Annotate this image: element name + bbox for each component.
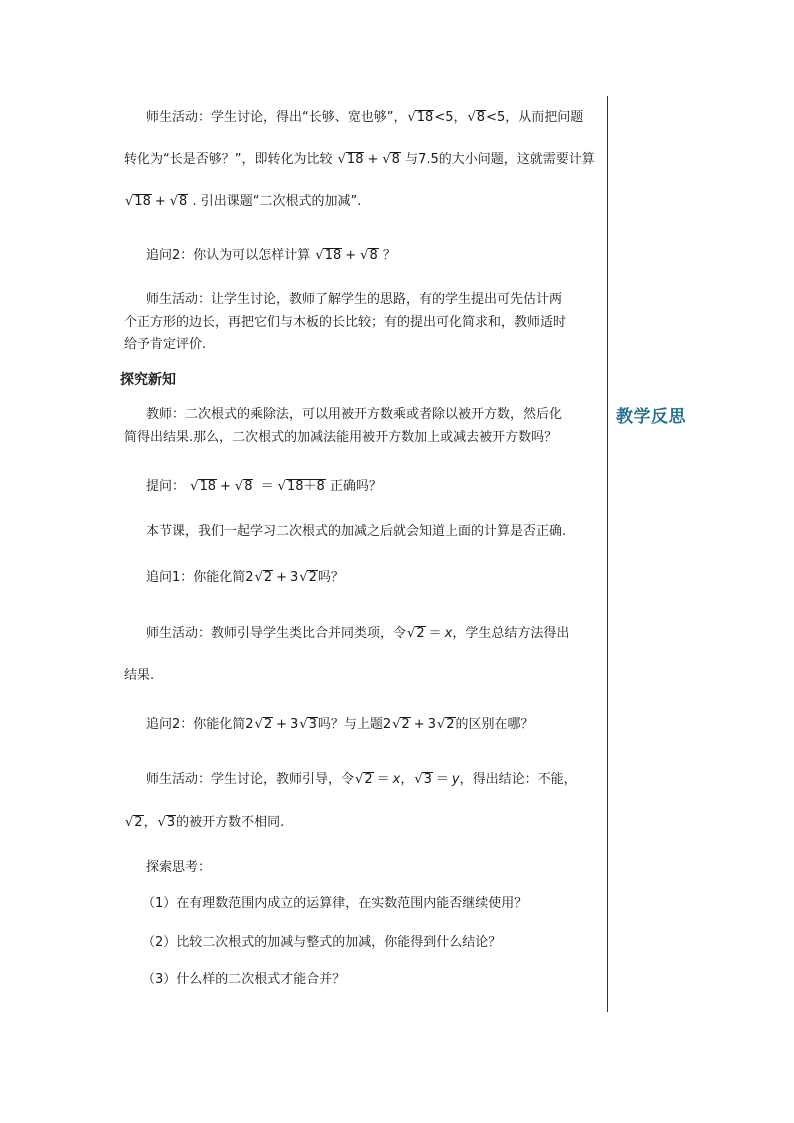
sqrt-3: √ 3 — [422, 772, 433, 787]
sqrt-2: √ 2 — [363, 772, 374, 787]
sqrt-8: √ 8 — [368, 248, 379, 263]
activity-2-line-3: 给予肯定评价. — [124, 337, 207, 352]
activity-2-line-2: 个正方形的边长，再把它们与木板的长比较；有的提出可化简求和，教师适时 — [124, 315, 567, 330]
teacher-line-2: 简得出结果.那么，二次根式的加减法能用被开方数加上或减去被开方数吗？ — [124, 430, 558, 445]
activity-4-line-1: 师生活动：学生讨论，教师引导，令√ 2 ＝ x，√ 3 ＝ y，得出结论：不能， — [146, 770, 577, 790]
sqrt-2: √ 2 — [133, 815, 144, 830]
follow-up-question-2b: 追问2：你能化简2√ 2 + 3√ 3吗？与上题2√ 2 + 3√ 2的区别在哪？ — [146, 715, 534, 735]
sqrt-2: √ 2 — [400, 717, 411, 732]
activity-3-line-2: 结果. — [124, 668, 155, 683]
lesson-line: 本节课，我们一起学习二次根式的加减之后就会知道上面的计算是否正确. — [146, 524, 567, 539]
sqrt-18: √ 18 — [346, 152, 365, 167]
sqrt-3: √ 3 — [166, 815, 177, 830]
think-item-1: （1）在有理数范围内成立的运算律，在实数范围内能否继续使用？ — [142, 896, 528, 911]
sqrt-2: √ 2 — [307, 570, 318, 585]
sqrt-18-plus-8: √ 18＋8 — [286, 479, 326, 494]
section-heading: 探究新知 — [120, 372, 176, 388]
think-item-2: （2）比较二次根式的加减与整式的加减，你能得到什么结论？ — [142, 935, 502, 950]
activity-3-line-1: 师生活动：教师引导学生类比合并同类项，令√ 2 ＝ x，学生总结方法得出 — [146, 624, 569, 644]
column-divider — [607, 96, 608, 1012]
think-item-3: （3）什么样的二次根式才能合并？ — [142, 972, 346, 987]
sqrt-8: √ 8 — [178, 194, 189, 209]
activity-line-2: 转化为“长是否够？”，即转化为比较 √ 18 +√ 8 与7.5的大小问题，这就需要计算 — [124, 150, 595, 170]
sqrt-18: √ 18 — [415, 110, 434, 125]
think-title: 探索思考： — [146, 860, 212, 875]
activity-line-1: 师生活动：学生讨论，得出“长够、宽也够”，√ 18<5，√ 8<5，从而把问题 — [146, 108, 583, 128]
sqrt-2: √ 2 — [415, 626, 426, 641]
reflection-title: 教学反思 — [616, 407, 686, 427]
sqrt-8: √ 8 — [390, 152, 401, 167]
sqrt-8: √ 8 — [476, 110, 487, 125]
activity-2-line-1: 师生活动：让学生讨论，教师了解学生的思路，有的学生提出可先估计两 — [146, 292, 563, 307]
sqrt-2: √ 2 — [445, 717, 456, 732]
follow-up-question-2a: 追问2：你认为可以怎样计算 √ 18 +√ 8 ？ — [146, 246, 396, 266]
activity-4-line-2: √ 2，√ 3的被开方数不相同. — [124, 813, 284, 833]
sqrt-18: √ 18 — [198, 479, 217, 494]
sqrt-2: √ 2 — [263, 717, 274, 732]
sqrt-18: √ 18 — [323, 248, 342, 263]
teacher-line-1: 教师：二次根式的乘除法，可以用被开方数乘或者除以被开方数，然后化 — [146, 407, 563, 422]
sqrt-8: √ 8 — [243, 479, 254, 494]
sqrt-3: √ 3 — [307, 717, 318, 732]
question-line: 提问： √ 18 +√ 8 ＝√ 18＋8 正确吗？ — [146, 477, 382, 497]
activity-line-3: √ 18 +√ 8 . 引出课题“二次根式的加减”. — [124, 192, 361, 212]
follow-up-question-1: 追问1：你能化简2√ 2 + 3√ 2吗？ — [146, 568, 344, 588]
sqrt-18: √ 18 — [133, 194, 152, 209]
sqrt-2: √ 2 — [263, 570, 274, 585]
